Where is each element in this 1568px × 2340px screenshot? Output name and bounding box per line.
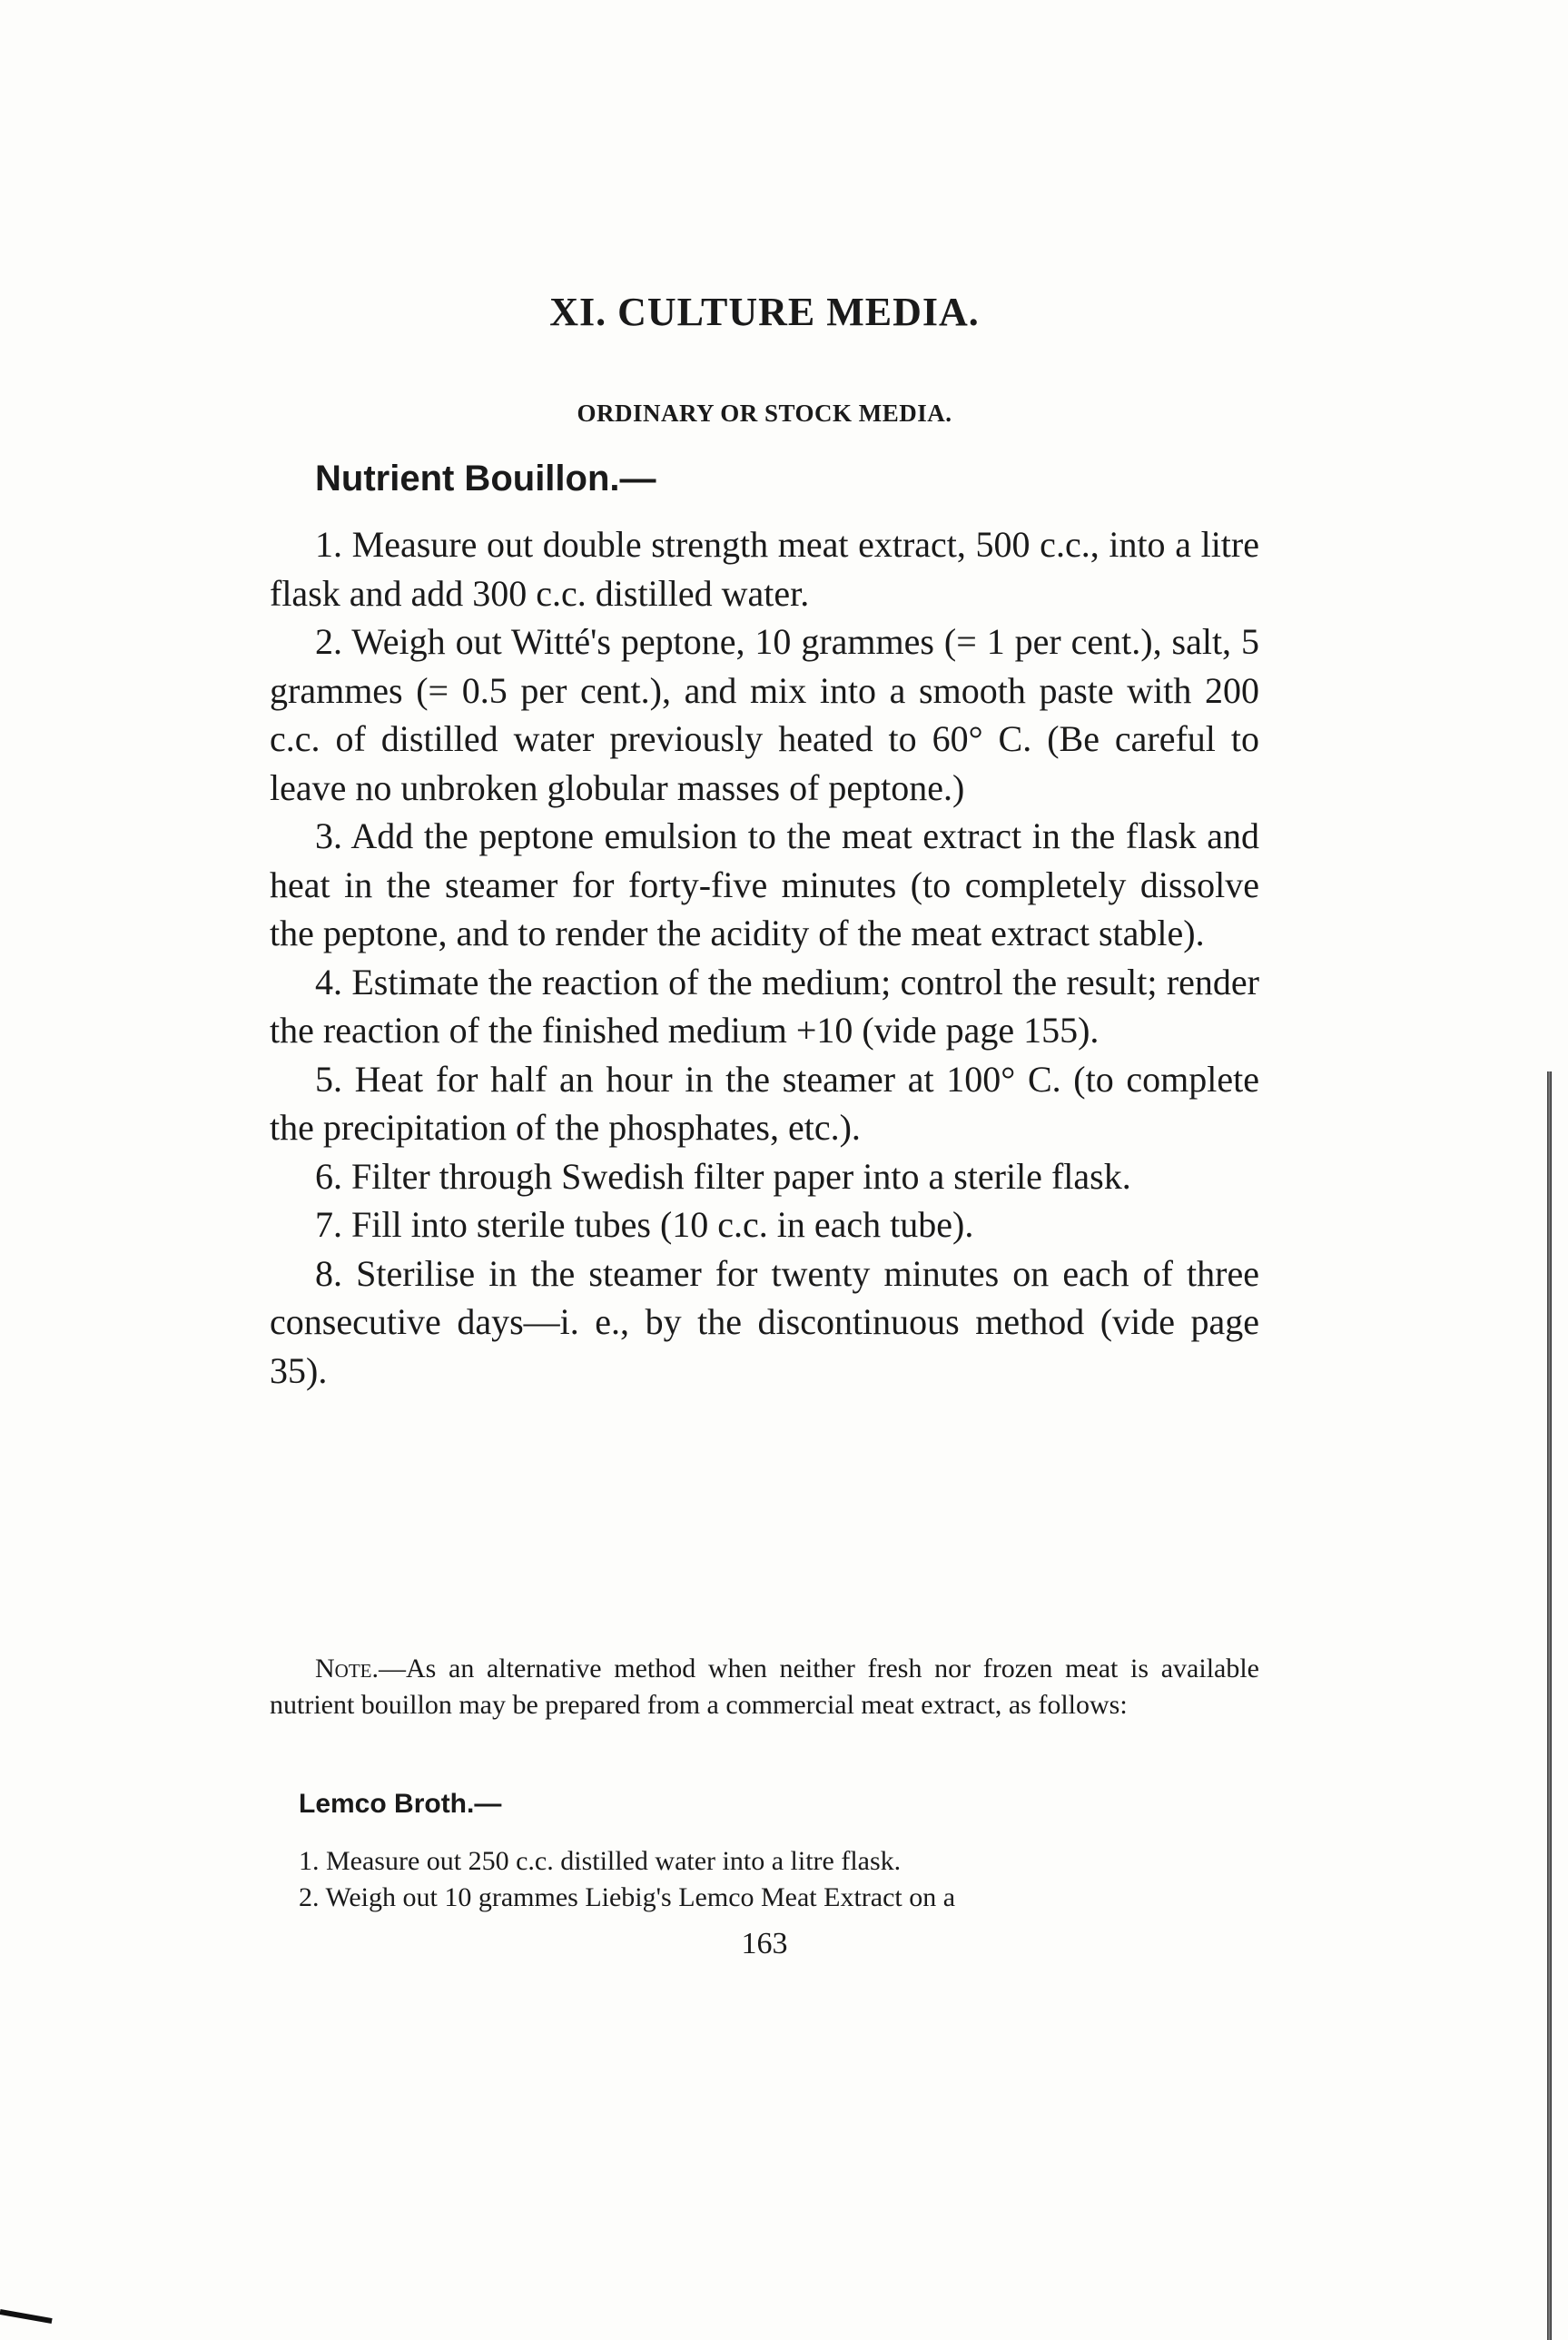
page-number: 163 — [741, 1927, 788, 1960]
lemco-step: 1. Measure out 250 c.c. distilled water into a litre flask. — [299, 1846, 902, 1876]
lemco-step: 2. Weigh out 10 grammes Liebig's Lemco Meat Extract on a — [299, 1882, 956, 1912]
bouillon-step: 7. Fill into sterile tubes (10 c.c. in each tube). — [315, 1204, 974, 1245]
lemco-broth-heading: Lemco Broth.— — [299, 1789, 502, 1819]
note-label: Note. — [315, 1654, 379, 1683]
binding-edge-line — [1547, 1071, 1552, 2340]
note-paragraph — [270, 1651, 1259, 1723]
nutrient-bouillon-heading: Nutrient Bouillon.— — [315, 459, 656, 499]
bouillon-step: 1. Measure out double strength meat extract, 500 c.c., into a litre flask and add 300 c.c. distilled water. — [270, 524, 1259, 614]
bouillon-step: 8. Sterilise in the steamer for twenty minutes on each of three consecutive days—i. e., by the discontinuous method (vide page 35). — [270, 1252, 1259, 1391]
bouillon-step: 2. Weigh out Witté's peptone, 10 grammes (= 1 per cent.), salt, 5 grammes (= 0.5 per cent.), and mix into a smooth paste with 200 c.c. of distilled water previously heated to 60° C. (Be careful to leave no unbroken globular masses of peptone.) — [270, 621, 1259, 808]
chapter-title: XI. CULTURE MEDIA. — [549, 290, 980, 334]
bouillon-step: 4. Estimate the reaction of the medium; control the result; render the reaction of the finished medium +10 (vide page 155). — [270, 961, 1259, 1051]
bouillon-step: 6. Filter through Swedish filter paper into a sterile flask. — [315, 1155, 1131, 1197]
corner-scan-mark — [0, 2309, 53, 2324]
bouillon-step: 5. Heat for half an hour in the steamer at 100° C. (to complete the precipitation of the phosphates, etc.). — [270, 1058, 1259, 1148]
note-text: —As an alternative method when neither fresh nor frozen meat is available nutrient bouillon may be prepared from a commercial meat extract, as follows: — [270, 1654, 1259, 1720]
bouillon-steps-list — [270, 520, 1259, 1395]
section-title: ORDINARY OR STOCK MEDIA. — [577, 400, 952, 427]
bouillon-step: 3. Add the peptone emulsion to the meat extract in the flask and heat in the steamer for forty-five minutes (to completely dissolve the peptone, and to render the acidity of the meat extract stable). — [270, 815, 1259, 953]
lemco-steps-list — [299, 1843, 1259, 1916]
